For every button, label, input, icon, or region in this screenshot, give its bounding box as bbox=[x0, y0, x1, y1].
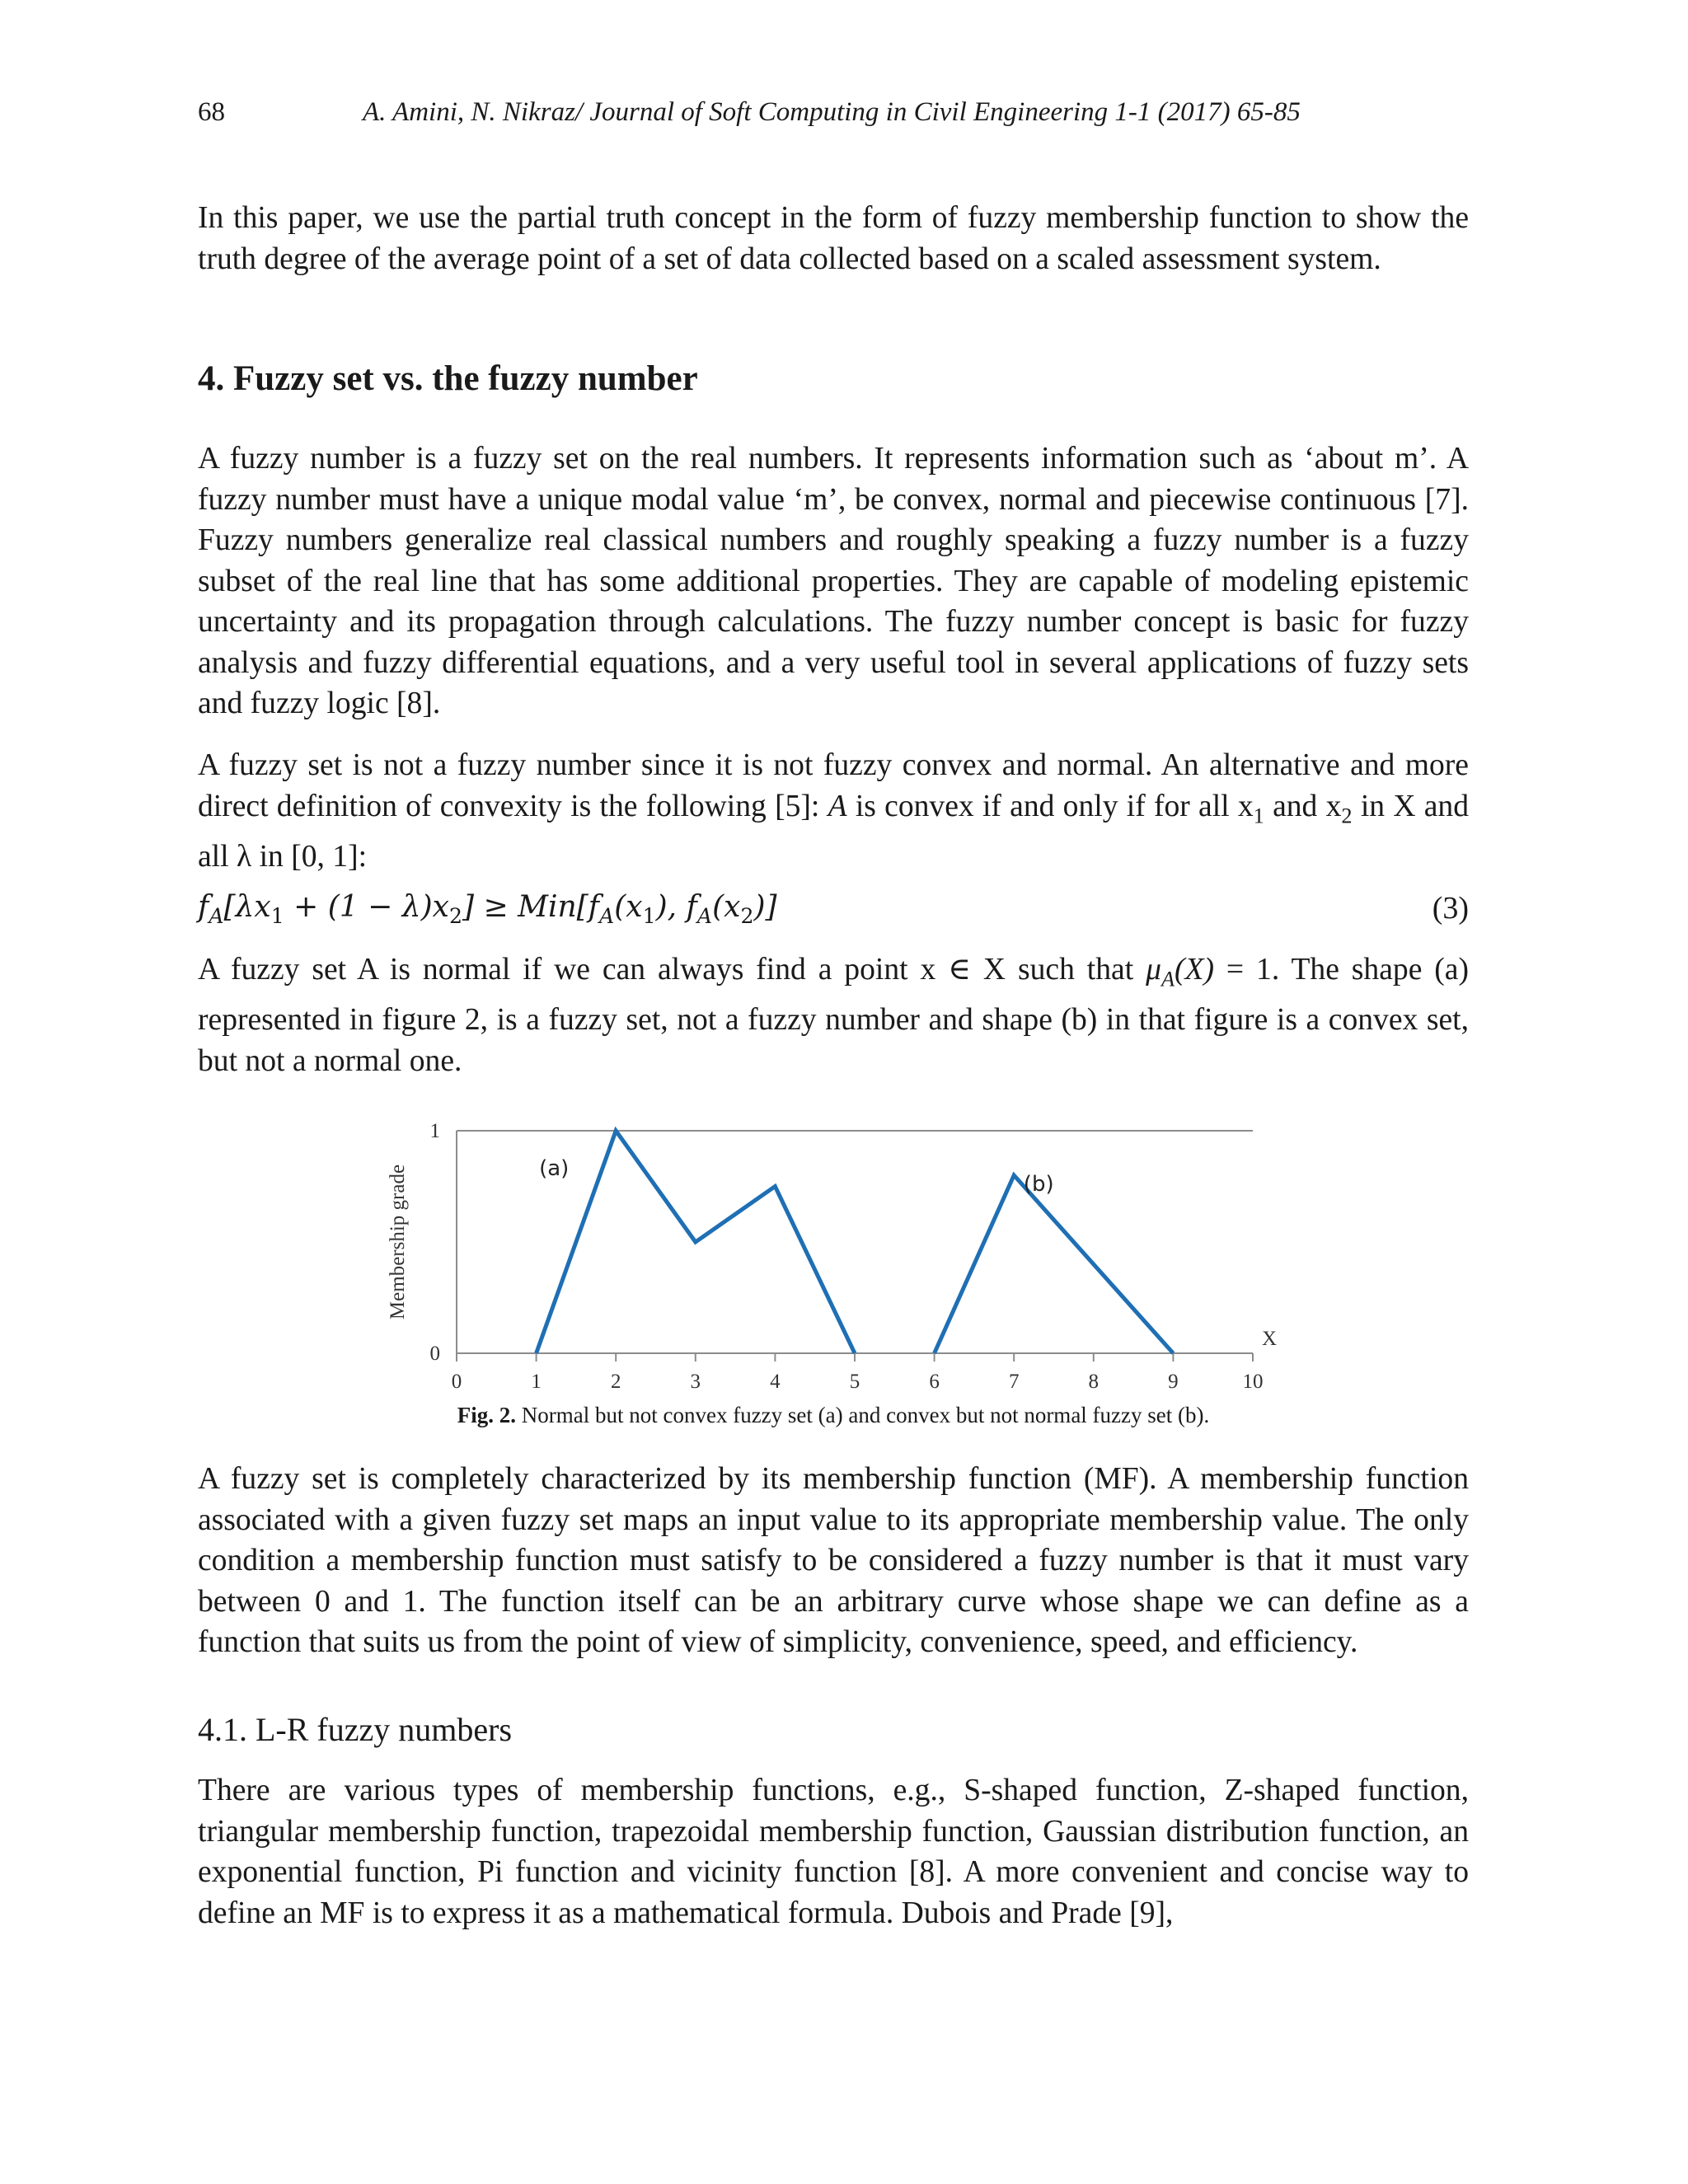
y-tick-label: 0 bbox=[429, 1343, 440, 1365]
figure-caption: Fig. 2. Normal but not convex fuzzy set (a) and convex but not normal fuzzy set (b). bbox=[457, 1403, 1210, 1427]
x-tick-label: 0 bbox=[451, 1371, 462, 1393]
intro-paragraph-block bbox=[198, 198, 1469, 279]
x-tick-label: 4 bbox=[770, 1371, 781, 1393]
series-label-b: (b) bbox=[1023, 1171, 1054, 1197]
x-tick-label: 6 bbox=[929, 1371, 940, 1393]
series-line-b bbox=[935, 1175, 1174, 1353]
equation-3 bbox=[198, 890, 1469, 933]
y-axis-label: Membership grade bbox=[387, 1164, 409, 1320]
subsection-title: 4.1. L-R fuzzy numbers bbox=[198, 1711, 513, 1748]
running-head: A. Amini, N. Nikraz/ Journal of Soft Computing in Civil Engineering 1-1 (2017) 65-85 bbox=[363, 97, 1301, 127]
page-number: 68 bbox=[198, 97, 225, 127]
x-tick-label: 9 bbox=[1168, 1371, 1179, 1393]
x-tick-label: 5 bbox=[849, 1371, 860, 1393]
x-tick-label: 8 bbox=[1088, 1371, 1100, 1393]
y-tick-label: 1 bbox=[429, 1120, 440, 1142]
section-4-para-2-block bbox=[198, 745, 1469, 877]
section-4-heading-block bbox=[198, 359, 1469, 399]
x-tick-label: 10 bbox=[1242, 1371, 1264, 1393]
x-tick-label: 2 bbox=[610, 1371, 621, 1393]
x-axis-label: X bbox=[1261, 1328, 1278, 1350]
equation-number: (3) bbox=[1432, 891, 1469, 926]
section-4-1-heading-block bbox=[198, 1710, 1469, 1749]
section-4-para-4-block bbox=[198, 1459, 1469, 1663]
section-4-paragraph-1: A fuzzy number is a fuzzy set on the real numbers. It represents information such as ‘about m’. A fuzzy number must have a unique modal value ‘m’, be convex, normal and piecewise continuous [7]. Fuzzy numbers generalize real classical numbers and roughly speaking a fuzzy number is a fuzzy subset of the real line that has some additional properties. They are capable of modeling epistemic uncertainty and its propagation through calculations. The fuzzy number concept is basic for fuzzy analysis and fuzzy differential equations, and a very useful tool in several applications of fuzzy sets and fuzzy logic [8]. bbox=[198, 442, 1469, 720]
section-4-paragraph-3: A fuzzy set A is normal if we can always find a point x ∈ X such that $\mu_A(X) = 1$. The shape (a) represented in figure 2, is a fuzzy set, not a fuzzy number and shape (b) in that figure is a convex set, but not a normal one. bbox=[198, 953, 1469, 1078]
section-title: 4. Fuzzy set vs. the fuzzy number bbox=[198, 359, 698, 398]
intro-paragraph: In this paper, we use the partial truth concept in the form of fuzzy membership function to show the truth degree of the average point of a set of data collected based on a scaled assessment system. bbox=[198, 201, 1469, 276]
section-4-1-para-1-block bbox=[198, 1770, 1469, 1933]
section-4-paragraph-4: A fuzzy set is completely characterized by its membership function (MF). A membership function associated with a given fuzzy set maps an input value to its appropriate membership value. The only condition a membership function must satisfy to be considered a fuzzy number is that it must vary between 0 and 1. The function itself can be an arbitrary curve whose shape we can define as a function that suits us from the point of view of simplicity, convenience, speed, and efficiency. bbox=[198, 1462, 1469, 1659]
figure-2 bbox=[379, 1113, 1302, 1442]
section-4-paragraph-2: A fuzzy set is not a fuzzy number since it is not fuzzy convex and normal. An alternative and more direct definition of convexity is the following [5]: A is convex if and only if for all $x_1$ and $x_2$ in X and all λ in [0, 1]: bbox=[198, 748, 1469, 874]
section-4-1-paragraph-1: There are various types of membership functions, e.g., S-shaped function, Z-shaped function, triangular membership function, trapezoidal membership function, Gaussian distribution function, an exponential function, Pi function and vicinity function [8]. A more convenient and concise way to define an MF is to express it as a mathematical formula. Dubois and Prade [9], bbox=[198, 1774, 1469, 1930]
series-line-a bbox=[537, 1131, 855, 1353]
equation-body: $f_A[\lambda x_1 + (1 - \lambda)x_2] \ge Min[f_A(x_1)$, $f_A(x_2)$] bbox=[198, 890, 777, 929]
x-tick-label: 3 bbox=[690, 1371, 701, 1393]
membership-chart bbox=[379, 1113, 1302, 1442]
section-4-para-3-block bbox=[198, 949, 1469, 1081]
section-4-para-1-block bbox=[198, 438, 1469, 724]
x-tick-label: 7 bbox=[1008, 1371, 1020, 1393]
series-label-a: (a) bbox=[539, 1156, 570, 1181]
x-tick-label: 1 bbox=[531, 1371, 542, 1393]
